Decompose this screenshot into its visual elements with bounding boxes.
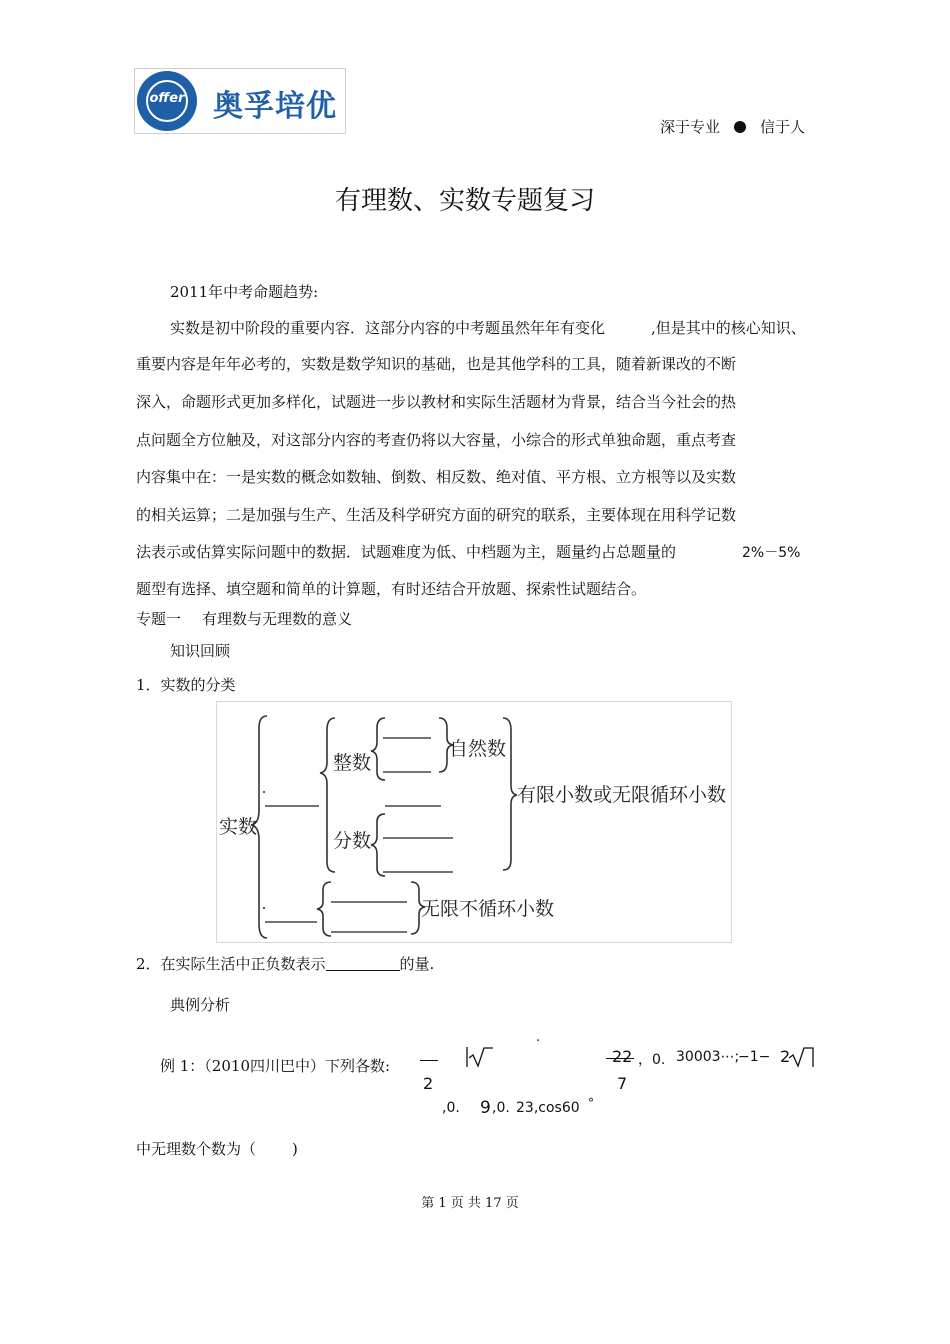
example-dot-mark: . — [536, 1030, 541, 1045]
page-footer: 第 1 页 共 17 页 — [421, 1196, 519, 1211]
answer-blank[interactable] — [326, 956, 400, 971]
page-title: 有理数、实数专题复习 — [334, 186, 595, 216]
intro-line-6: 的相关运算；二是加强与生产、生活及科学研究方面的研究的联系，主要体现在用科学记数 — [136, 506, 737, 524]
diagram-finite-label: 有限小数或无限循环小数 — [517, 784, 727, 806]
example-analysis-heading: 典例分析 — [170, 996, 231, 1014]
diagram-infinite-label: 无限不循环小数 — [421, 898, 555, 920]
intro-line-8: 题型有选择、填空题和简单的计算题，有时还结合开放题、探索性试题结合。 — [136, 580, 647, 598]
line2-nine: 9 — [480, 1098, 491, 1118]
diagram-natural-label: 自然数 — [449, 738, 507, 760]
percent-range: 2%－5% — [742, 545, 801, 561]
sqrt-icon — [466, 1046, 494, 1068]
diagram-root-label: 实数 — [219, 816, 258, 838]
tagline-left: 深于专业 — [660, 118, 721, 136]
intro-line-4: 点问题全方位触及，对这部分内容的考查仍将以大容量，小综合的形式单独命题，重点考查 — [136, 431, 737, 449]
diagram-integer-label: 整数 — [333, 752, 372, 774]
diagram-fraction-label: 分数 — [333, 830, 372, 852]
intro-line-7: 法表示或估算实际问题中的数据．试题难度为低、中档题为主，题量约占总题量的 — [136, 543, 677, 561]
tagline-right: 信于人 — [760, 118, 806, 136]
item-2-suffix: 的量. — [399, 955, 435, 973]
intro-line-3: 深入，命题形式更加多样化，试题进一步以教材和实际生活题材为背景，结合当今社会的热 — [136, 393, 737, 411]
line2-part-b: ,0. — [492, 1100, 510, 1116]
sqrt-icon-2 — [788, 1046, 814, 1068]
decimal-separator: ，0. — [638, 1052, 666, 1068]
line2-part-c: 23,cos60 — [516, 1100, 580, 1116]
trend-heading: 2011年中考命题趋势: — [170, 283, 319, 301]
item-2 — [136, 953, 434, 974]
knowledge-review: 知识回顾 — [170, 642, 231, 660]
fraction-2-numerator: 22 — [612, 1047, 633, 1066]
brand-name: 奥孚培优 — [213, 89, 337, 124]
repeating-decimal: 30003⋯; — [676, 1049, 740, 1065]
item-1: 1．实数的分类 — [136, 676, 236, 694]
item-2-prefix: 2．在实际生活中正负数表示 — [136, 955, 326, 973]
topic-label: 专题一 — [136, 610, 182, 628]
intro-line-2: 重要内容是年年必考的，实数是数学知识的基础，也是其他学科的工具，随着新课改的不断 — [136, 355, 737, 373]
fraction-2-denominator: 7 — [617, 1074, 628, 1093]
question-text: 中无理数个数为（ — [136, 1140, 257, 1158]
question-close: ) — [292, 1140, 298, 1158]
intro-line-1: 实数是初中阶段的重要内容．这部分内容的中考题虽然年年有变化 — [170, 319, 606, 337]
logo-emblem — [137, 71, 197, 131]
bullet-icon — [734, 121, 746, 133]
degree-sign: ° — [588, 1096, 594, 1110]
intro-line-1b: ,但是其中的核心知识、 — [651, 319, 806, 337]
fraction-1-denominator: 2 — [423, 1074, 434, 1093]
topic-name: 有理数与无理数的意义 — [202, 610, 353, 628]
coefficient-two: 2 — [780, 1047, 791, 1066]
logo-text: offer — [149, 91, 185, 106]
example-1-label: 例 1：（2010四川巴中）下列各数: — [160, 1057, 391, 1075]
intro-line-5: 内容集中在：一是实数的概念如数轴、倒数、相反数、绝对值、平方根、立方根等以及实数 — [136, 468, 737, 486]
real-number-classification-diagram — [216, 701, 732, 943]
question-line — [136, 1138, 298, 1159]
minus-one: −1− — [738, 1049, 771, 1065]
line2-part-a: ,0. — [442, 1100, 460, 1116]
tagline — [660, 116, 805, 137]
fraction-bar-1 — [420, 1060, 438, 1061]
brand-logo — [134, 68, 346, 134]
